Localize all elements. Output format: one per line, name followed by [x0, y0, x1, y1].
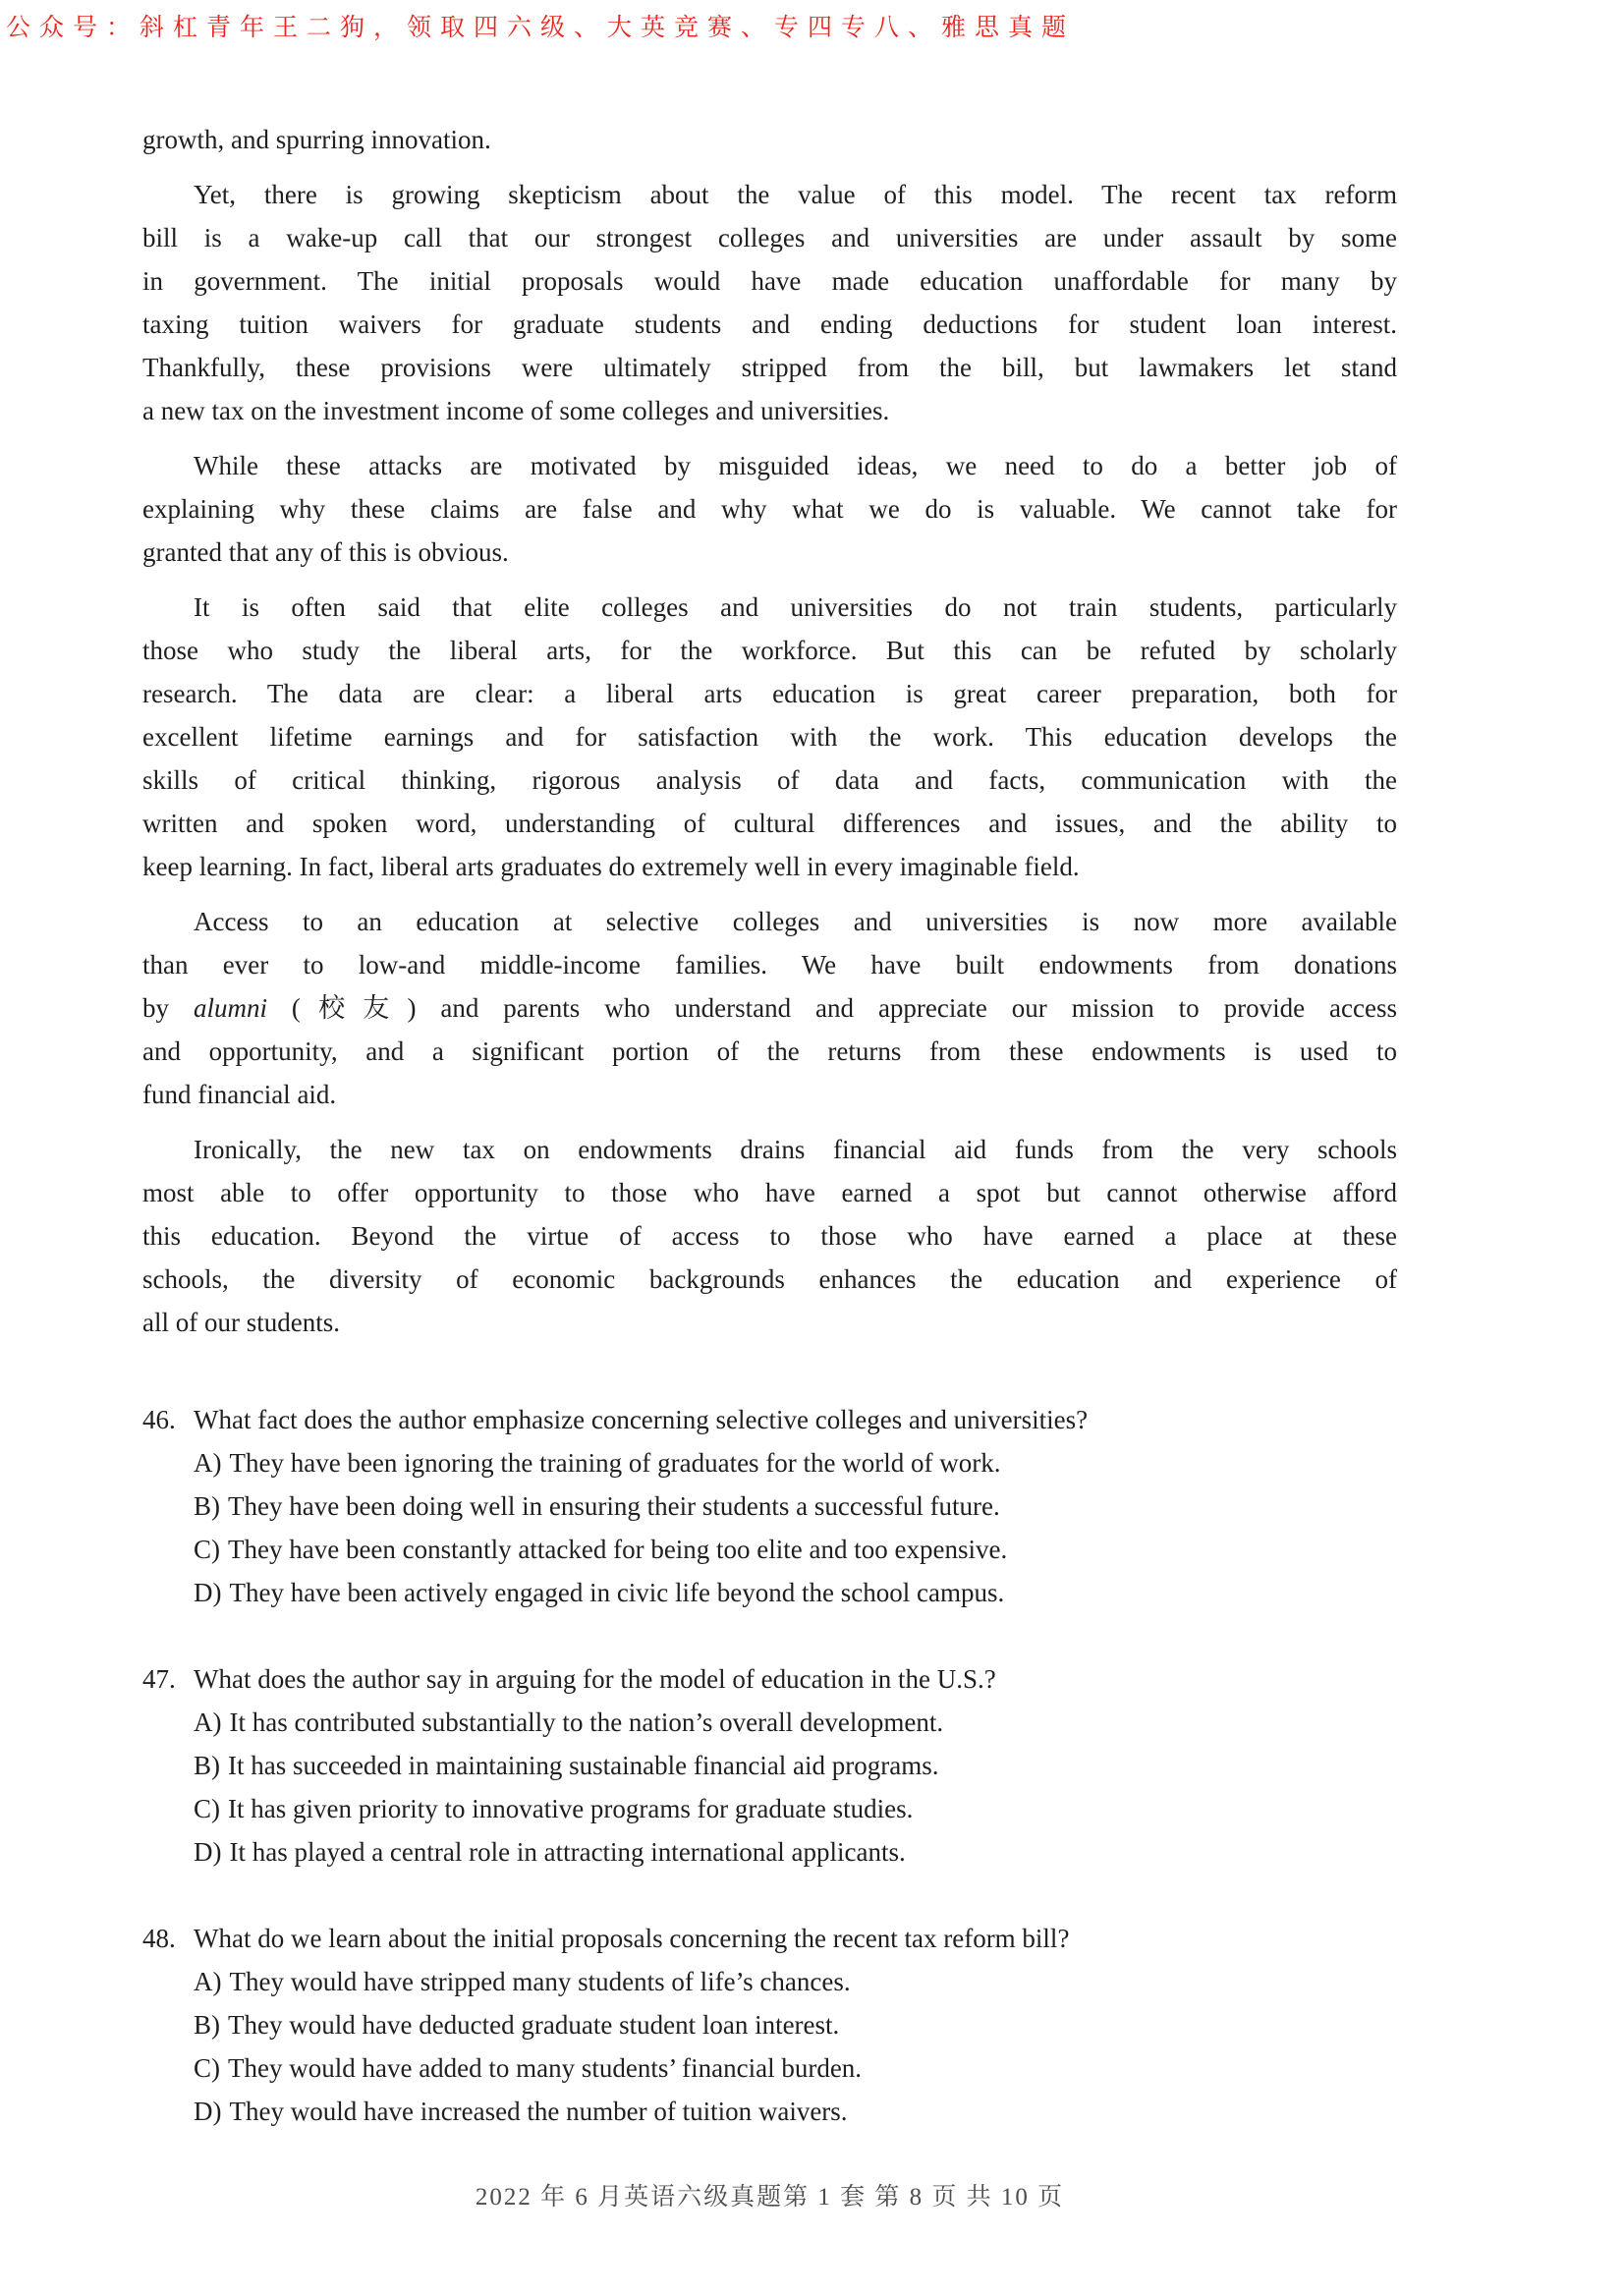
passage-line: growth, and spurring innovation. [142, 125, 491, 154]
passage-line: bill is a wake-up call that our strongest colleges and universities are under assault by some [142, 223, 1397, 252]
passage-line: Thankfully, these provisions were ultimately stripped from the bill, but lawmakers let stand [142, 353, 1397, 382]
option-label: C) [194, 1794, 220, 1823]
option-label: A) [194, 1448, 222, 1478]
question-48 [142, 1917, 1397, 2133]
question-stem [142, 1398, 1397, 1441]
option-d [194, 1571, 1397, 1614]
question-text: What fact does the author emphasize concerning selective colleges and universities? [194, 1405, 1089, 1434]
passage-line: than ever to low-and middle-income families. We have built endowments from donations [142, 950, 1397, 980]
alumni-post: (校友) and parents who understand and appreciate our mission to provide access [266, 993, 1397, 1023]
option-b [194, 2003, 1397, 2046]
paragraph [142, 1128, 1397, 1344]
option-text: They have been constantly attacked for being too elite and too expensive. [228, 1535, 1008, 1564]
question-number: 48. [142, 1924, 176, 1953]
option-label: D) [194, 2097, 222, 2126]
option-text: It has given priority to innovative programs for graduate studies. [228, 1794, 914, 1823]
passage-line-alumni [142, 986, 1397, 1030]
option-label: D) [194, 1837, 222, 1867]
option-label: D) [194, 1578, 222, 1607]
passage-line: those who study the liberal arts, for the workforce. But this can be refuted by scholarly [142, 636, 1397, 665]
option-label: A) [194, 1967, 222, 1996]
question-46 [142, 1398, 1397, 1614]
passage-line: in government. The initial proposals would have made education unaffordable for many by [142, 266, 1397, 296]
question-text: What do we learn about the initial proposals concerning the recent tax reform bill? [194, 1924, 1070, 1953]
page-footer: 2022 年 6 月英语六级真题第 1 套 第 8 页 共 10 页 [475, 2184, 1065, 2211]
passage-line: written and spoken word, understanding of cultural differences and issues, and the ability to [142, 809, 1397, 838]
passage-line: While these attacks are motivated by misguided ideas, we need to do a better job of [194, 451, 1397, 480]
passage-line: this education. Beyond the virtue of access to those who have earned a place at these [142, 1221, 1397, 1251]
option-text: They have been doing well in ensuring their students a successful future. [228, 1491, 1000, 1521]
option-b [194, 1744, 1397, 1787]
passage-line: granted that any of this is obvious. [142, 537, 509, 567]
option-label: C) [194, 1535, 220, 1564]
option-c [194, 1787, 1397, 1830]
question-number: 46. [142, 1405, 176, 1434]
option-text: It has contributed substantially to the nation’s overall development. [229, 1707, 944, 1737]
option-text: They would have stripped many students of life’s chances. [229, 1967, 851, 1996]
option-a [194, 1701, 1397, 1744]
paragraph [142, 586, 1397, 888]
option-text: It has succeeded in maintaining sustainable financial aid programs. [228, 1751, 939, 1780]
option-text: They have been ignoring the training of graduates for the world of work. [229, 1448, 1001, 1478]
option-c [194, 1528, 1397, 1571]
passage-line: It is often said that elite colleges and universities do not train students, particularly [194, 592, 1397, 622]
passage-line: taxing tuition waivers for graduate students and ending deductions for student loan interest. [142, 309, 1397, 339]
passage-line: explaining why these claims are false and why what we do is valuable. We cannot take for [142, 494, 1397, 524]
reading-passage [142, 118, 1397, 2219]
watermark-header: 公众号：斜杠青年王二狗，领取四六级、大英竞赛、专四专八、雅思真题 [6, 14, 1076, 41]
paragraph-continuation [142, 118, 1397, 161]
option-d [194, 1830, 1397, 1874]
option-text: They would have added to many students’ financial burden. [228, 2053, 863, 2083]
option-a [194, 1960, 1397, 2003]
question-stem [142, 1917, 1397, 1960]
option-c [194, 2046, 1397, 2090]
option-d [194, 2090, 1397, 2133]
option-text: It has played a central role in attracting international applicants. [229, 1837, 906, 1867]
question-47 [142, 1657, 1397, 1874]
passage-line: most able to offer opportunity to those who have earned a spot but cannot otherwise afford [142, 1178, 1397, 1207]
paragraph [142, 900, 1397, 1116]
passage-line: and opportunity, and a significant portion of the returns from these endowments is used to [142, 1036, 1397, 1066]
passage-line: schools, the diversity of economic backgrounds enhances the education and experience of [142, 1264, 1397, 1294]
option-label: B) [194, 1491, 220, 1521]
option-label: B) [194, 2010, 220, 2040]
option-a [194, 1441, 1397, 1484]
passage-line: all of our students. [142, 1308, 340, 1337]
question-text: What does the author say in arguing for the model of education in the U.S.? [194, 1664, 996, 1694]
paragraph [142, 444, 1397, 574]
questions-section [142, 1398, 1397, 2133]
paragraph [142, 173, 1397, 432]
passage-line: keep learning. In fact, liberal arts graduates do extremely well in every imaginable field. [142, 852, 1080, 881]
passage-line: skills of critical thinking, rigorous analysis of data and facts, communication with the [142, 765, 1397, 795]
alumni-pre: by [142, 993, 194, 1023]
option-text: They would have deducted graduate student loan interest. [228, 2010, 840, 2040]
option-label: A) [194, 1707, 222, 1737]
passage-line: research. The data are clear: a liberal arts education is great career preparation, both for [142, 679, 1397, 708]
option-text: They would have increased the number of tuition waivers. [229, 2097, 848, 2126]
question-stem [142, 1657, 1397, 1701]
passage-line: Access to an education at selective colleges and universities is now more available [194, 907, 1397, 936]
alumni-italic: alumni [193, 993, 267, 1023]
question-number: 47. [142, 1664, 176, 1694]
option-label: B) [194, 1751, 220, 1780]
option-text: They have been actively engaged in civic life beyond the school campus. [229, 1578, 1005, 1607]
option-b [194, 1484, 1397, 1528]
passage-line: excellent lifetime earnings and for satisfaction with the work. This education develops the [142, 722, 1397, 752]
option-label: C) [194, 2053, 220, 2083]
passage-line: fund financial aid. [142, 1080, 337, 1109]
passage-line: a new tax on the investment income of some colleges and universities. [142, 396, 890, 425]
passage-line: Ironically, the new tax on endowments drains financial aid funds from the very schools [194, 1135, 1397, 1164]
passage-line: Yet, there is growing skepticism about the value of this model. The recent tax reform [194, 180, 1397, 209]
